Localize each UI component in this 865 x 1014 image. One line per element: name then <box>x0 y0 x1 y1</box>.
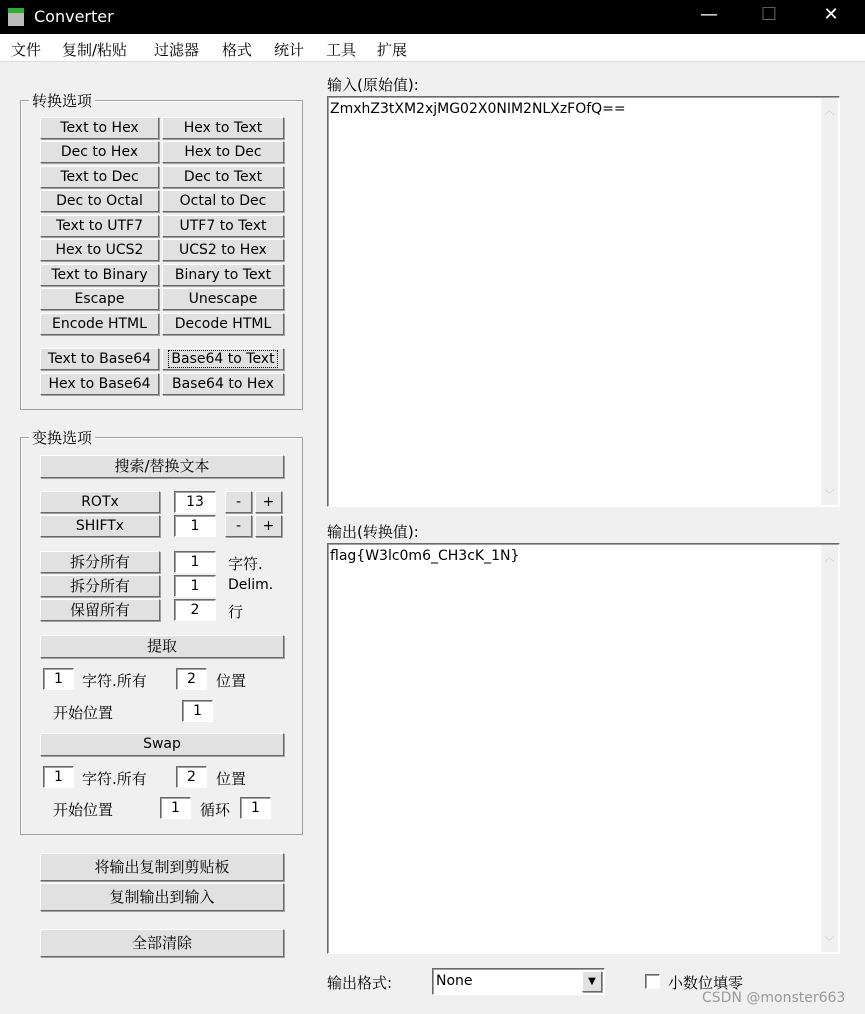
button-label: Escape <box>74 291 125 307</box>
split-chars-input[interactable]: 1 <box>174 551 216 573</box>
extract-start-label: 开始位置 <box>53 704 114 722</box>
swap-chars-label: 字符.所有 <box>82 770 147 788</box>
convert-button-hex-to-ucs2[interactable] <box>40 239 159 261</box>
extract-start-input[interactable]: 1 <box>182 700 213 722</box>
button-label: Text to Binary <box>51 267 148 283</box>
extract-button[interactable]: 提取 <box>40 635 284 658</box>
button-label: Text to Base64 <box>47 351 152 367</box>
window-title: Converter <box>34 7 114 26</box>
button-label: Hex to Base64 <box>48 376 151 392</box>
rotx-minus-button[interactable]: - <box>225 491 252 513</box>
convert-button-text-to-binary[interactable] <box>40 264 159 286</box>
menu-extensions[interactable]: 扩展 <box>377 41 408 59</box>
convert-button-dec-to-octal[interactable] <box>40 190 159 212</box>
convert-button-hex-to-text[interactable] <box>162 117 284 139</box>
convert-button-text-to-base64[interactable] <box>40 348 159 370</box>
convert-button-base64-to-hex[interactable] <box>162 373 284 395</box>
input-textarea[interactable] <box>327 96 840 507</box>
swap-pos-input[interactable]: 2 <box>176 766 207 788</box>
split-delim-unit: Delim. <box>228 577 274 593</box>
button-label: Dec to Hex <box>60 144 139 160</box>
menu-filter[interactable]: 过滤器 <box>154 41 200 59</box>
transform-options-label: 变换选项 <box>29 427 95 448</box>
keep-lines-unit: 行 <box>228 603 244 621</box>
menu-tools[interactable]: 工具 <box>326 41 357 59</box>
output-scrollbar[interactable] <box>821 545 838 952</box>
output-format-value: None <box>436 973 473 989</box>
extract-chars-label: 字符.所有 <box>82 672 147 690</box>
shiftx-minus-button[interactable]: - <box>225 515 252 537</box>
button-label: Hex to UCS2 <box>55 242 144 258</box>
button-label: Encode HTML <box>52 316 147 332</box>
extract-pos-label: 位置 <box>216 672 247 690</box>
convert-button-hex-to-dec[interactable] <box>162 141 284 163</box>
swap-chars-input[interactable]: 1 <box>43 766 74 788</box>
search-replace-button[interactable]: 搜索/替换文本 <box>40 455 284 478</box>
extract-chars-input[interactable]: 1 <box>43 668 74 690</box>
copy-output-to-input-button[interactable]: 复制输出到输入 <box>40 883 284 911</box>
convert-button-binary-to-text[interactable] <box>162 264 284 286</box>
menu-format[interactable]: 格式 <box>222 41 253 59</box>
button-label: UTF7 to Text <box>179 218 267 234</box>
button-label: Binary to Text <box>174 267 272 283</box>
chevron-down-icon[interactable]: ▼ <box>582 971 602 992</box>
button-label: Hex to Dec <box>184 144 262 160</box>
convert-button-escape[interactable] <box>40 288 159 310</box>
button-label: UCS2 to Hex <box>179 242 267 258</box>
input-label: 输入(原始值): <box>327 76 419 94</box>
button-label: Unescape <box>188 291 258 307</box>
button-label: Text to UTF7 <box>55 218 144 234</box>
shiftx-button[interactable]: SHIFTx <box>40 515 160 537</box>
menu-bar <box>0 34 865 62</box>
close-button[interactable]: ✕ <box>823 4 839 25</box>
swap-pos-label: 位置 <box>216 770 247 788</box>
scroll-up-icon[interactable]: ︿ <box>824 106 835 117</box>
scroll-down-icon[interactable]: ﹀ <box>824 937 835 948</box>
watermark: CSDN @monster663 <box>702 990 846 1006</box>
calculator-app-icon <box>8 8 24 26</box>
split-chars-button[interactable]: 拆分所有 <box>40 551 160 573</box>
rotx-input[interactable]: 13 <box>174 491 216 513</box>
swap-button[interactable]: Swap <box>40 733 284 756</box>
keep-lines-button[interactable]: 保留所有 <box>40 599 160 621</box>
convert-button-ucs2-to-hex[interactable] <box>162 239 284 261</box>
split-delim-button[interactable]: 拆分所有 <box>40 575 160 597</box>
button-label: Text to Dec <box>60 169 139 185</box>
input-value: ZmxhZ3tXM2xjMG02X0NIM2NLXzFOfQ== <box>330 101 626 117</box>
convert-button-unescape[interactable] <box>162 288 284 310</box>
button-label: Text to Hex <box>60 120 139 136</box>
convert-button-hex-to-base64[interactable] <box>40 373 159 395</box>
swap-start-label: 开始位置 <box>53 801 114 819</box>
copy-output-clipboard-button[interactable]: 将输出复制到剪贴板 <box>40 853 284 881</box>
clear-all-button[interactable]: 全部清除 <box>40 929 284 957</box>
scroll-up-icon[interactable]: ︿ <box>824 553 835 564</box>
convert-button-text-to-utf7[interactable] <box>40 215 159 237</box>
swap-loop-input[interactable]: 1 <box>240 797 271 819</box>
pad-zero-checkbox[interactable] <box>645 974 660 989</box>
button-label: Dec to Octal <box>56 193 143 209</box>
convert-button-octal-to-dec[interactable] <box>162 190 284 212</box>
keep-lines-input[interactable]: 2 <box>174 599 216 621</box>
split-delim-input[interactable]: 1 <box>174 575 216 597</box>
menu-copy-paste[interactable]: 复制/粘贴 <box>62 41 128 59</box>
maximize-button[interactable]: ☐ <box>760 4 778 25</box>
swap-start-input[interactable]: 1 <box>160 797 191 819</box>
scroll-down-icon[interactable]: ﹀ <box>824 490 835 501</box>
output-value: flag{W3lc0m6_CH3cK_1N} <box>330 548 520 564</box>
convert-button-text-to-dec[interactable] <box>40 166 159 188</box>
button-label: Base64 to Hex <box>171 376 275 392</box>
shiftx-plus-button[interactable]: + <box>255 515 282 537</box>
minimize-button[interactable]: — <box>700 4 718 25</box>
output-label: 输出(转换值): <box>327 523 419 541</box>
menu-stats[interactable]: 统计 <box>274 41 305 59</box>
output-format-label: 输出格式: <box>327 974 393 992</box>
rotx-button[interactable]: ROTx <box>40 491 160 513</box>
split-chars-unit: 字符. <box>228 555 263 573</box>
convert-button-base64-to-text[interactable] <box>162 348 284 370</box>
output-format-select[interactable] <box>432 968 605 995</box>
button-label: Dec to Text <box>183 169 263 185</box>
button-label: Base64 to Text <box>171 351 275 367</box>
convert-options-label: 转换选项 <box>29 90 95 111</box>
title-bar <box>0 0 865 34</box>
extract-pos-input[interactable]: 2 <box>176 668 207 690</box>
convert-button-dec-to-text[interactable] <box>162 166 284 188</box>
convert-button-utf7-to-text[interactable] <box>162 215 284 237</box>
menu-file[interactable]: 文件 <box>11 41 42 59</box>
rotx-plus-button[interactable]: + <box>255 491 282 513</box>
convert-button-text-to-hex[interactable] <box>40 117 159 139</box>
convert-button-encode-html[interactable] <box>40 313 159 335</box>
swap-loop-label: 循环 <box>200 801 231 819</box>
convert-button-dec-to-hex[interactable] <box>40 141 159 163</box>
pad-zero-label: 小数位填零 <box>668 974 744 992</box>
output-textarea[interactable] <box>327 543 840 954</box>
button-label: Octal to Dec <box>179 193 267 209</box>
button-label: Decode HTML <box>174 316 272 332</box>
shiftx-input[interactable]: 1 <box>174 515 216 537</box>
input-scrollbar[interactable] <box>821 98 838 505</box>
convert-button-decode-html[interactable] <box>162 313 284 335</box>
button-label: Hex to Text <box>183 120 263 136</box>
